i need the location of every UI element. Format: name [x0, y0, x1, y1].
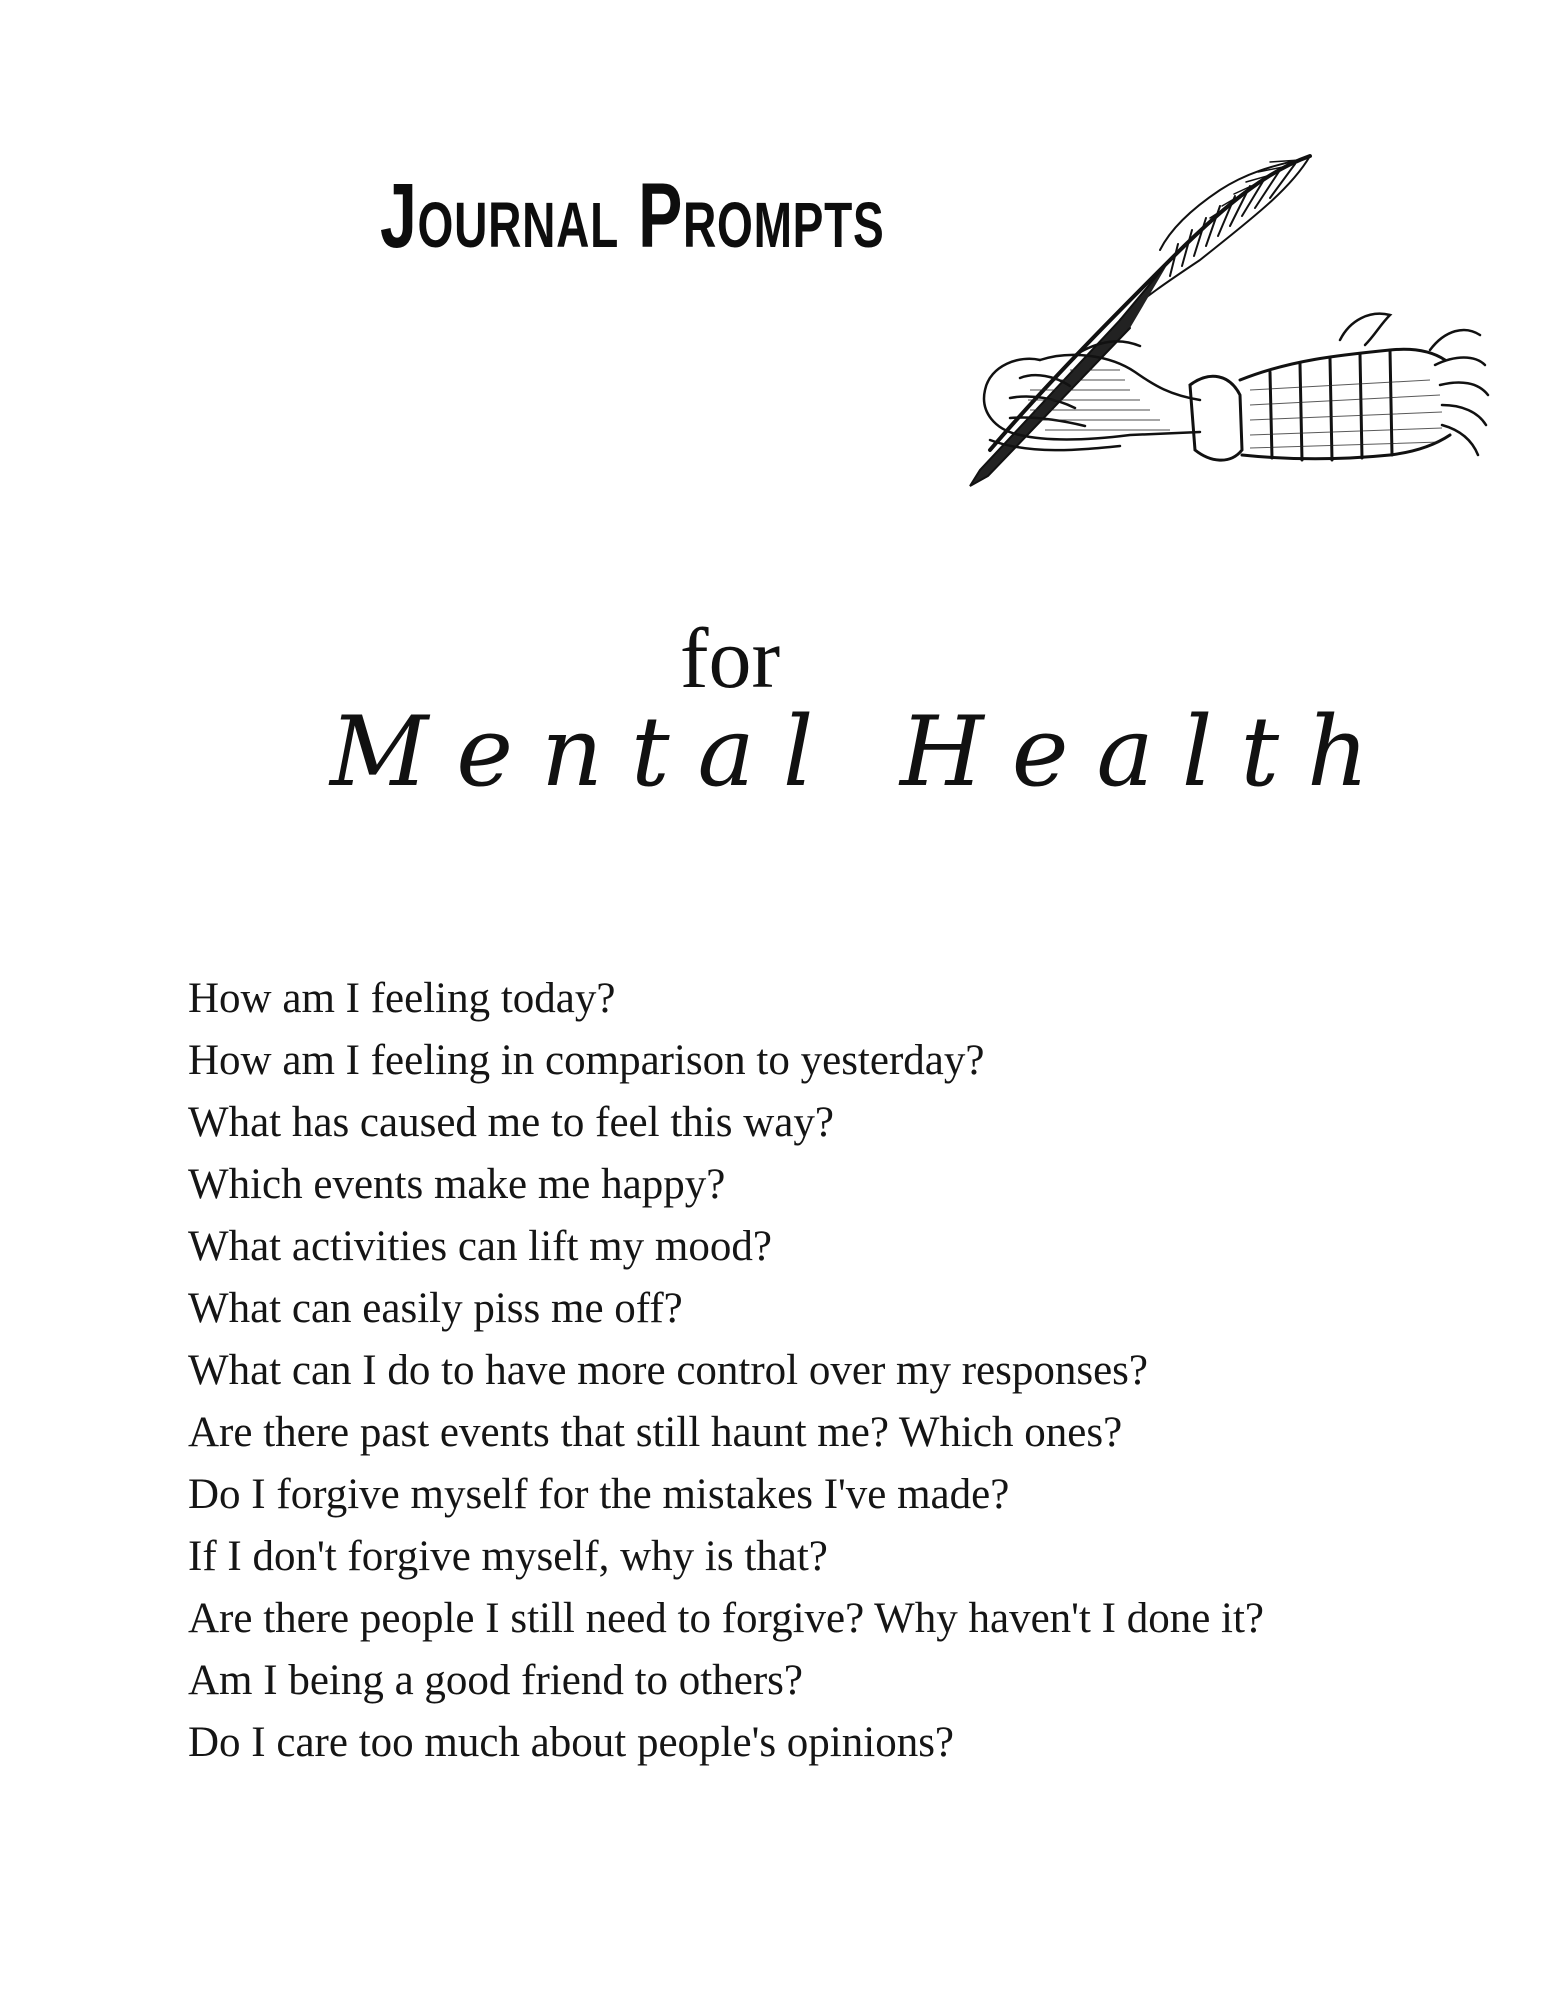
subtitle-connector: for: [679, 610, 781, 706]
quill-hand-icon: [870, 150, 1490, 550]
prompt-item: Are there people I still need to forgive? Why haven't I done it?: [188, 1595, 1265, 1642]
prompt-item: What can I do to have more control over my responses?: [188, 1347, 1149, 1394]
prompt-item: Do I care too much about people's opinions?: [188, 1719, 955, 1766]
prompt-item: Am I being a good friend to others?: [188, 1657, 803, 1704]
prompt-item: What can easily piss me off?: [188, 1285, 683, 1332]
subtitle-topic: Mental Health: [330, 696, 1397, 808]
prompt-item: How am I feeling in comparison to yesterday?: [188, 1037, 985, 1084]
prompt-item: Which events make me happy?: [188, 1161, 726, 1208]
prompt-item: Do I forgive myself for the mistakes I've made?: [188, 1471, 1010, 1518]
page-title: Journal Prompts: [380, 165, 885, 267]
prompt-item: How am I feeling today?: [188, 975, 616, 1022]
prompt-item: What has caused me to feel this way?: [188, 1099, 834, 1146]
prompt-item: Are there past events that still haunt me? Which ones?: [188, 1409, 1123, 1456]
prompt-item: What activities can lift my mood?: [188, 1223, 772, 1270]
prompt-list: [188, 968, 1428, 1774]
prompt-item: If I don't forgive myself, why is that?: [188, 1533, 828, 1580]
